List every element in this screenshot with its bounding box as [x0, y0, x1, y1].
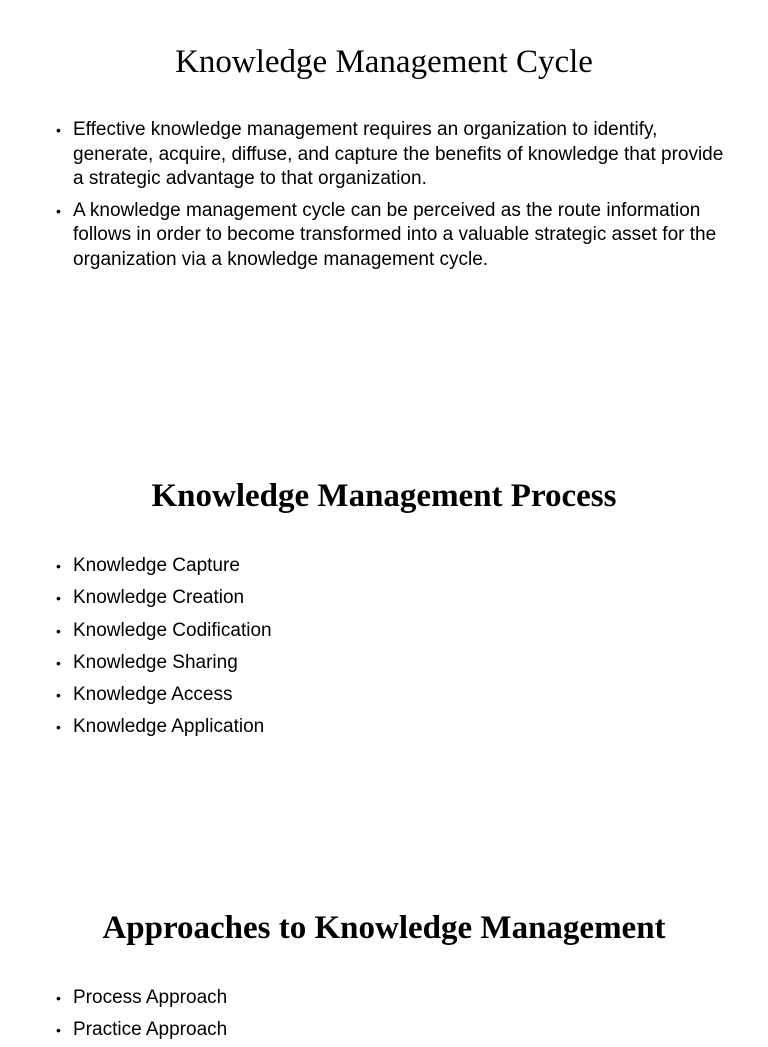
- bullet-text: Process Approach: [73, 987, 228, 1008]
- bullet-marker: •: [56, 1022, 61, 1039]
- bullet-marker: •: [56, 122, 61, 138]
- bullet-list-approaches: [56, 982, 726, 1047]
- section-title-knowledge-management-process: Knowledge Management Process: [151, 478, 617, 514]
- bullet-text: Knowledge Creation: [73, 587, 245, 609]
- bullet-marker: •: [56, 719, 61, 736]
- bullet-item: [56, 582, 726, 614]
- bullet-text: Knowledge Capture: [73, 555, 240, 576]
- bullet-marker: •: [56, 990, 61, 1006]
- bullet-item: [56, 118, 726, 192]
- bullet-text: Knowledge Codification: [73, 619, 272, 641]
- bullet-list-cycle: [56, 118, 726, 272]
- bullet-marker: •: [56, 654, 61, 671]
- bullet-marker: •: [56, 590, 61, 607]
- bullet-item: [56, 982, 726, 1014]
- bullet-item: [56, 1014, 726, 1046]
- bullet-text: A knowledge management cycle can be perceived as the route information follows in order to become transformed into a valuable strategic asset for the organization via a knowledge management cycle.: [73, 199, 717, 270]
- bullet-text: Knowledge Access: [73, 684, 233, 706]
- bullet-list-process: [56, 550, 726, 744]
- bullet-marker: •: [56, 687, 61, 704]
- bullet-text: Knowledge Application: [73, 716, 265, 738]
- bullet-marker: •: [56, 202, 61, 219]
- bullet-text: Practice Approach: [73, 1019, 228, 1041]
- bullet-item: [56, 550, 726, 582]
- bullet-item: [56, 199, 726, 273]
- bullet-marker: •: [56, 622, 61, 639]
- bullet-item: [56, 615, 726, 647]
- bullet-marker: •: [56, 558, 61, 574]
- bullet-text: Effective knowledge management requires an organization to identify, generate, acquire, diffuse, and capture the benefits of knowledge that provide a strategic advantage to that organization.: [73, 119, 724, 189]
- bullet-text: Knowledge Sharing: [73, 651, 238, 673]
- bullet-item: [56, 711, 726, 743]
- bullet-item: [56, 647, 726, 679]
- section-title-approaches-to-knowledge-management: Approaches to Knowledge Management: [102, 910, 666, 946]
- section-title-knowledge-management-cycle: Knowledge Management Cycle: [175, 44, 593, 80]
- bullet-item: [56, 679, 726, 711]
